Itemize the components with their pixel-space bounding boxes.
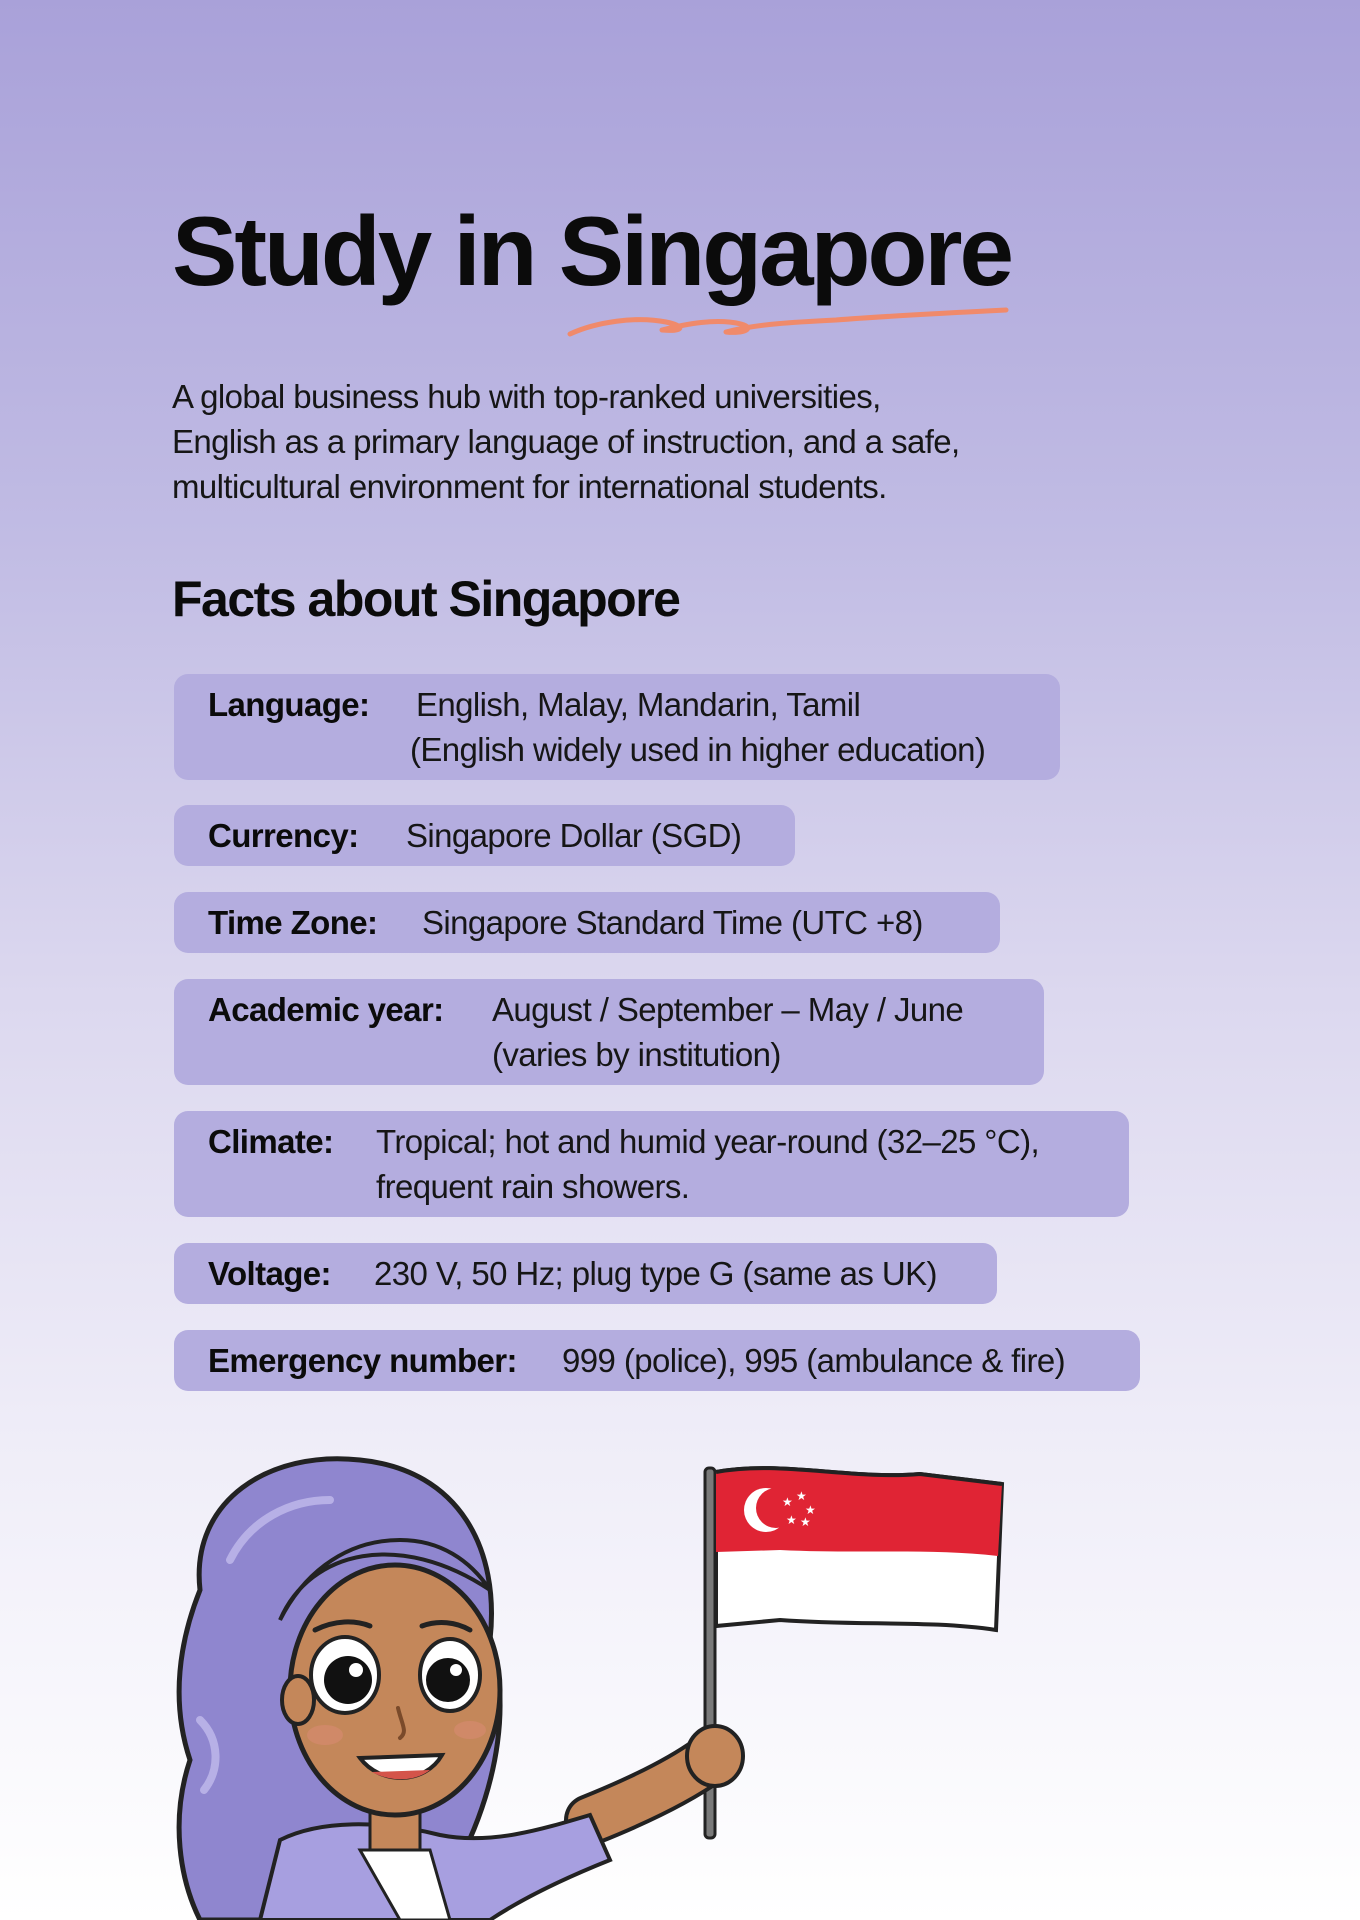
fact-value bbox=[410, 682, 985, 772]
svg-text:★: ★ bbox=[782, 1495, 793, 1509]
fact-value bbox=[406, 813, 741, 858]
fact-value-line: 230 V, 50 Hz; plug type G (same as UK) bbox=[374, 1255, 937, 1292]
fact-label: Climate: bbox=[208, 1123, 334, 1160]
student-girl-icon bbox=[179, 1459, 610, 1920]
fact-value-line: Tropical; hot and humid year-round (32–25 °C), bbox=[376, 1123, 1040, 1160]
fact-value bbox=[374, 1251, 937, 1296]
fact-currency bbox=[174, 805, 795, 866]
fact-value-line: August / September – May / June bbox=[492, 991, 964, 1028]
title-part-2: Singapore bbox=[558, 196, 1011, 306]
student-illustration bbox=[160, 1440, 1040, 1920]
fact-value-line: frequent rain showers. bbox=[376, 1168, 690, 1205]
fact-value-line: Singapore Standard Time (UTC +8) bbox=[422, 904, 923, 941]
fact-value bbox=[376, 1119, 1039, 1209]
fact-value-line: Singapore Dollar (SGD) bbox=[406, 817, 742, 854]
fact-label: Academic year: bbox=[208, 991, 444, 1028]
intro-line: English as a primary language of instruction, and a safe, bbox=[172, 423, 960, 460]
svg-text:★: ★ bbox=[805, 1503, 816, 1517]
fact-value-line: English, Malay, Mandarin, Tamil bbox=[416, 686, 861, 723]
intro-line: multicultural environment for international students. bbox=[172, 468, 887, 505]
svg-text:★: ★ bbox=[800, 1515, 811, 1529]
fact-label: Currency: bbox=[208, 817, 359, 854]
facts-heading: Facts about Singapore bbox=[172, 571, 680, 627]
fact-label: Emergency number: bbox=[208, 1342, 517, 1379]
fact-academic-year bbox=[174, 979, 1044, 1085]
fact-time-zone bbox=[174, 892, 1000, 953]
fact-value bbox=[562, 1338, 1065, 1383]
fact-emergency-number bbox=[174, 1330, 1140, 1391]
intro-paragraph bbox=[172, 374, 1072, 509]
fact-label: Voltage: bbox=[208, 1255, 331, 1292]
singapore-flag-icon bbox=[705, 1468, 1002, 1838]
title-part-1: Study in bbox=[172, 196, 559, 306]
fact-climate bbox=[174, 1111, 1129, 1217]
fact-language bbox=[174, 674, 1060, 780]
fact-value-line: 999 (police), 995 (ambulance & fire) bbox=[562, 1342, 1066, 1379]
fact-value bbox=[422, 900, 923, 945]
title-underline-squiggle-icon bbox=[566, 300, 1016, 348]
fact-label: Language: bbox=[208, 686, 370, 723]
fact-label: Time Zone: bbox=[208, 904, 378, 941]
fact-value bbox=[492, 987, 963, 1077]
svg-text:★: ★ bbox=[796, 1489, 807, 1503]
fact-value-line: (varies by institution) bbox=[492, 1036, 781, 1073]
intro-line: A global business hub with top-ranked universities, bbox=[172, 378, 881, 415]
fact-voltage bbox=[174, 1243, 997, 1304]
page-title bbox=[172, 196, 1011, 306]
svg-text:★: ★ bbox=[786, 1513, 797, 1527]
fact-value-line: (English widely used in higher education) bbox=[410, 731, 986, 768]
